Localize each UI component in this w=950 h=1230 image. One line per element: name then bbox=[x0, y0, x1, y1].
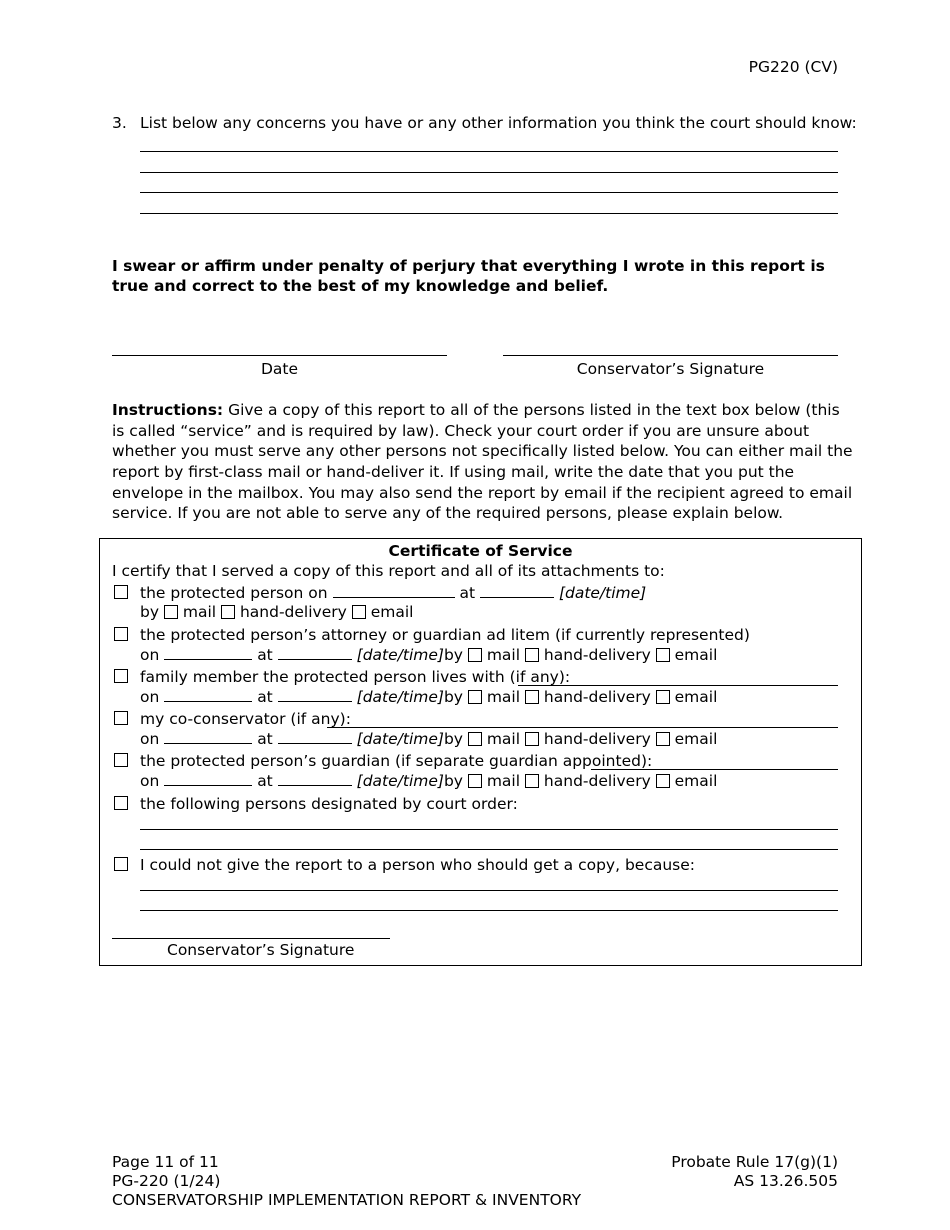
protected-person-hand-checkbox[interactable] bbox=[221, 605, 235, 619]
court-order-row: the following persons designated by court order: bbox=[140, 795, 518, 813]
footer-page: Page 11 of 11 bbox=[112, 1153, 219, 1171]
certificate-intro: I certify that I served a copy of this report and all of its attachments to: bbox=[112, 562, 665, 580]
could-not-row: I could not give the report to a person who should get a copy, because: bbox=[140, 856, 696, 874]
question-text: List below any concerns you have or any other information you think the court should know: bbox=[140, 114, 857, 132]
form-code: PG220 (CV) bbox=[748, 58, 838, 76]
certificate-signature-label: Conservator’s Signature bbox=[167, 941, 355, 959]
answer-line-4[interactable] bbox=[140, 213, 838, 214]
could-not-line-1[interactable] bbox=[140, 890, 838, 891]
instructions-line-4: report by first-class mail or hand-deliver it. If using mail, write the date that you put the bbox=[112, 463, 795, 481]
attorney-mail-checkbox[interactable] bbox=[468, 648, 482, 662]
protected-person-date-field[interactable] bbox=[333, 583, 455, 598]
instructions-line-6: service. If you are not able to serve any of the required persons, please explain below. bbox=[112, 504, 784, 522]
could-not-line-2[interactable] bbox=[140, 910, 838, 911]
attorney-hand-checkbox[interactable] bbox=[525, 648, 539, 662]
attorney-time-field[interactable] bbox=[278, 645, 352, 660]
answer-line-2[interactable] bbox=[140, 172, 838, 173]
protected-person-checkbox[interactable] bbox=[114, 585, 128, 599]
co-conservator-name-line[interactable] bbox=[327, 727, 838, 728]
guardian-name-line[interactable] bbox=[591, 769, 838, 770]
signature-label: Conservator’s Signature bbox=[576, 360, 765, 378]
guardian-email-checkbox[interactable] bbox=[656, 774, 670, 788]
family-hand-checkbox[interactable] bbox=[525, 690, 539, 704]
affirmation-line-1: I swear or affirm under penalty of perjury that everything I wrote in this report is bbox=[112, 257, 825, 275]
certificate-title: Certificate of Service bbox=[388, 542, 573, 560]
guardian-mail-checkbox[interactable] bbox=[468, 774, 482, 788]
protected-person-row: the protected person on at [date/time] bbox=[140, 584, 647, 602]
signature-line[interactable] bbox=[503, 355, 838, 356]
attorney-method-row: on at [date/time]by mail hand-delivery email bbox=[140, 646, 718, 664]
affirmation-line-2: true and correct to the best of my knowledge and belief. bbox=[112, 277, 609, 295]
guardian-method-row: on at [date/time]by mail hand-delivery email bbox=[140, 772, 718, 790]
guardian-hand-checkbox[interactable] bbox=[525, 774, 539, 788]
instructions-line-2: is called “service” and is required by law). Check your court order if you are unsure about bbox=[112, 422, 810, 440]
co-conservator-date-field[interactable] bbox=[164, 729, 252, 744]
could-not-checkbox[interactable] bbox=[114, 857, 128, 871]
guardian-checkbox[interactable] bbox=[114, 753, 128, 767]
date-line[interactable] bbox=[112, 355, 447, 356]
co-conservator-checkbox[interactable] bbox=[114, 711, 128, 725]
family-date-field[interactable] bbox=[164, 687, 252, 702]
court-order-line-2[interactable] bbox=[140, 849, 838, 850]
co-conservator-time-field[interactable] bbox=[278, 729, 352, 744]
guardian-date-field[interactable] bbox=[164, 771, 252, 786]
footer-form-version: PG-220 (1/24) bbox=[112, 1172, 221, 1190]
attorney-row: the protected person’s attorney or guardian ad litem (if currently represented) bbox=[140, 626, 750, 644]
answer-line-1[interactable] bbox=[140, 151, 838, 152]
co-conservator-row: my co-conservator (if any): bbox=[140, 710, 351, 728]
certificate-signature-line[interactable] bbox=[112, 938, 390, 939]
instructions-line-3: whether you must serve any other persons not specifically listed below. You can either mail the bbox=[112, 442, 853, 460]
court-order-line-1[interactable] bbox=[140, 829, 838, 830]
co-conservator-method-row: on at [date/time]by mail hand-delivery email bbox=[140, 730, 718, 748]
family-method-row: on at [date/time]by mail hand-delivery email bbox=[140, 688, 718, 706]
protected-person-email-checkbox[interactable] bbox=[352, 605, 366, 619]
attorney-date-field[interactable] bbox=[164, 645, 252, 660]
family-row: family member the protected person lives with (if any): bbox=[140, 668, 571, 686]
guardian-row: the protected person’s guardian (if separate guardian appointed): bbox=[140, 752, 653, 770]
answer-line-3[interactable] bbox=[140, 192, 838, 193]
court-order-checkbox[interactable] bbox=[114, 796, 128, 810]
co-conservator-mail-checkbox[interactable] bbox=[468, 732, 482, 746]
family-name-line[interactable] bbox=[518, 685, 838, 686]
footer-form-title: CONSERVATORSHIP IMPLEMENTATION REPORT & INVENTORY bbox=[112, 1191, 582, 1209]
co-conservator-email-checkbox[interactable] bbox=[656, 732, 670, 746]
family-time-field[interactable] bbox=[278, 687, 352, 702]
protected-person-time-field[interactable] bbox=[480, 583, 554, 598]
date-label: Date bbox=[260, 360, 299, 378]
family-email-checkbox[interactable] bbox=[656, 690, 670, 704]
footer-statute: AS 13.26.505 bbox=[733, 1172, 838, 1190]
family-mail-checkbox[interactable] bbox=[468, 690, 482, 704]
co-conservator-hand-checkbox[interactable] bbox=[525, 732, 539, 746]
footer-rule: Probate Rule 17(g)(1) bbox=[671, 1153, 838, 1171]
family-checkbox[interactable] bbox=[114, 669, 128, 683]
instructions-line-5: envelope in the mailbox. You may also send the report by email if the recipient agreed to email bbox=[112, 484, 853, 502]
instructions-label: Instructions: bbox=[112, 401, 224, 419]
attorney-checkbox[interactable] bbox=[114, 627, 128, 641]
protected-person-mail-checkbox[interactable] bbox=[164, 605, 178, 619]
instructions-line-1: Instructions: Give a copy of this report to all of the persons listed in the text box below (this bbox=[112, 401, 840, 419]
guardian-time-field[interactable] bbox=[278, 771, 352, 786]
question-number: 3. bbox=[112, 114, 127, 132]
attorney-email-checkbox[interactable] bbox=[656, 648, 670, 662]
protected-person-method-row: by mail hand-delivery email bbox=[140, 603, 414, 621]
